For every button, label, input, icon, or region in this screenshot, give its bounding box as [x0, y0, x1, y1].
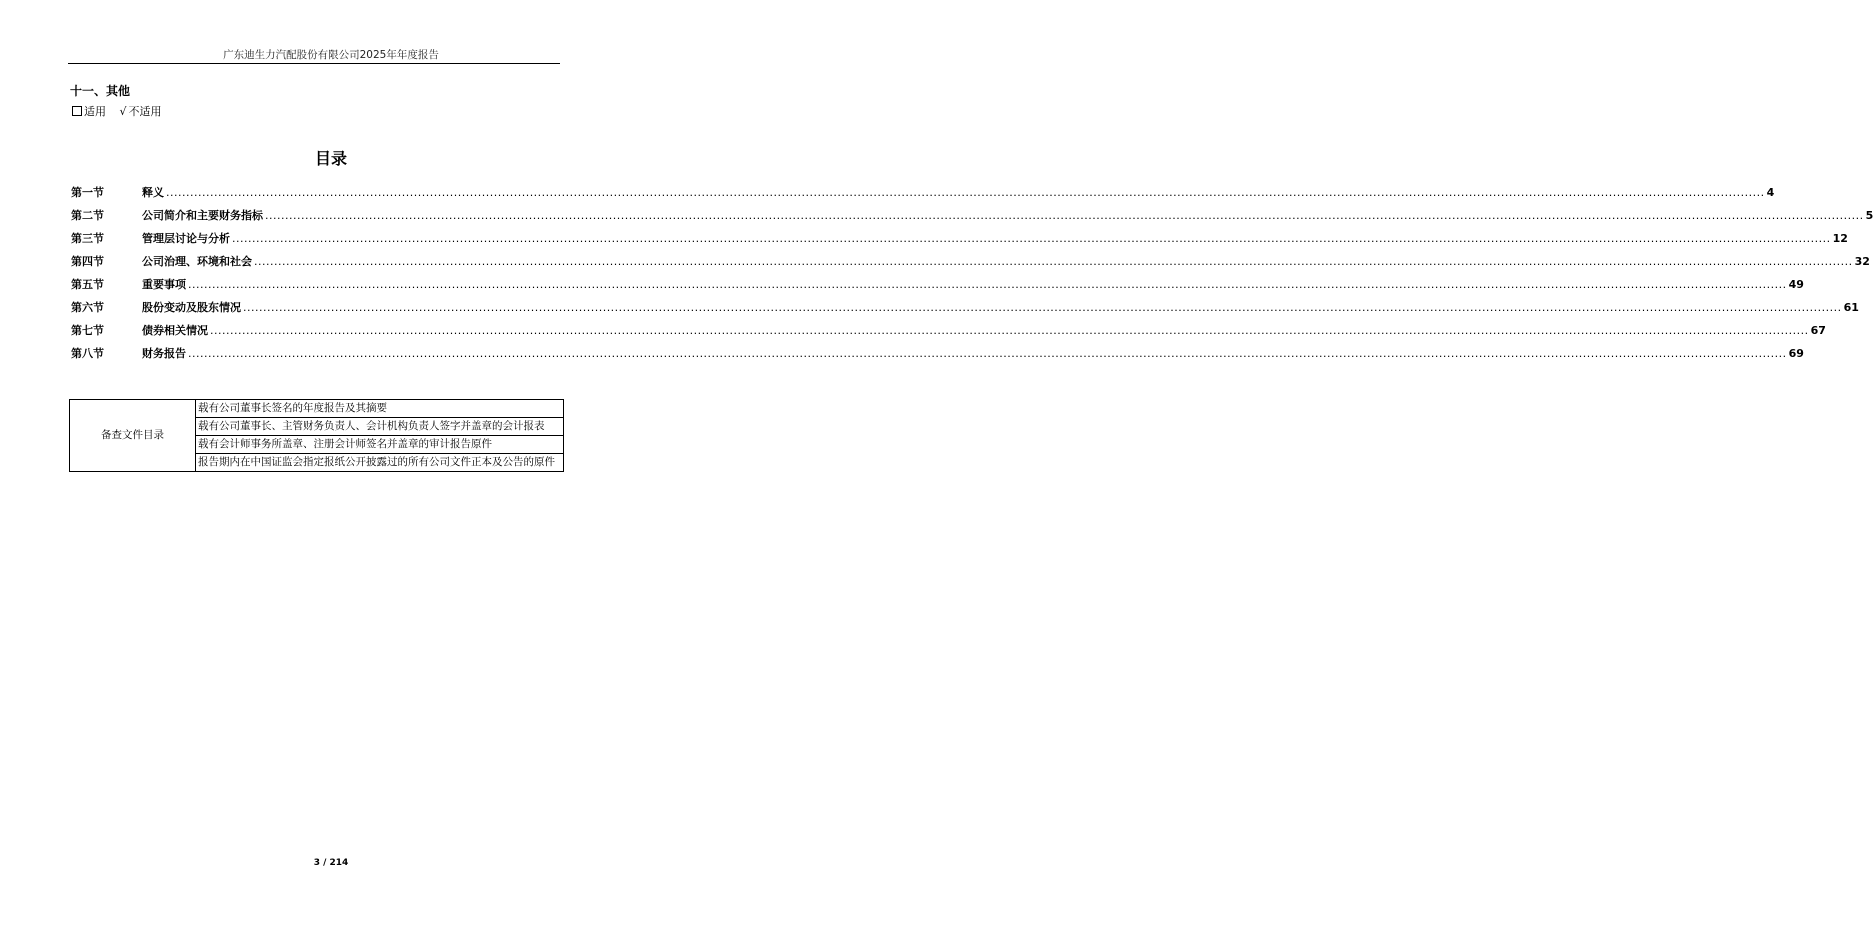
toc-entry-page: 67 [1810, 324, 1826, 337]
toc-leader-dots: ................................................................................................................................................................................................................................................................................................................................................................................................................ [243, 301, 1842, 314]
toc-entry-number: 第五节 [71, 278, 104, 291]
toc-entry[interactable] [71, 230, 1848, 253]
toc-entry-page: 61 [1843, 301, 1859, 314]
toc-entry-number: 第七节 [71, 324, 104, 337]
toc-entry-name: 管理层讨论与分析 [142, 232, 230, 245]
not-applicable-option [120, 103, 162, 119]
toc-entry-name: 重要事项 [142, 278, 186, 291]
toc-entry-name: 公司简介和主要财务指标 [142, 209, 263, 222]
toc-entry-page: 12 [1832, 232, 1848, 245]
table-of-contents [71, 184, 1873, 368]
toc-entry-page: 32 [1854, 255, 1870, 268]
empty-checkbox-icon [72, 106, 82, 116]
toc-entry-page: 69 [1788, 347, 1804, 360]
not-applicable-label: 不适用 [128, 105, 162, 118]
toc-entry-number: 第四节 [71, 255, 104, 268]
toc-leader-dots: ................................................................................................................................................................................................................................................................................................................................................................................................................ [254, 255, 1853, 268]
reference-document-item: 载有公司董事长、主管财务负责人、会计机构负责人签字并盖章的会计报表 [196, 418, 564, 436]
toc-leader-dots: ................................................................................................................................................................................................................................................................................................................................................................................................................ [188, 347, 1787, 360]
toc-entry-number: 第一节 [71, 186, 104, 199]
toc-entry-page: 4 [1766, 186, 1775, 199]
reference-documents-table [69, 399, 564, 472]
applicable-option [72, 103, 106, 119]
toc-entry-name: 债券相关情况 [142, 324, 208, 337]
toc-entry-number: 第六节 [71, 301, 104, 314]
section-heading: 十一、其他 [70, 84, 131, 98]
checkmark-icon: √ [119, 105, 127, 118]
toc-title: 目录 [314, 149, 347, 168]
toc-leader-dots: ................................................................................................................................................................................................................................................................................................................................................................................................................ [265, 209, 1864, 222]
toc-entry-page: 5 [1865, 209, 1873, 222]
page-header-title: 广东迪生力汽配股份有限公司2025年年度报告 [223, 49, 439, 61]
toc-entry[interactable] [71, 207, 1873, 230]
toc-entry[interactable] [71, 299, 1859, 322]
toc-entry-name: 释义 [142, 186, 164, 199]
toc-entry[interactable] [71, 345, 1804, 368]
toc-leader-dots: ................................................................................................................................................................................................................................................................................................................................................................................................................ [232, 232, 1831, 245]
toc-entry-name: 股份变动及股东情况 [142, 301, 241, 314]
toc-entry-name: 财务报告 [142, 347, 186, 360]
toc-entry-number: 第三节 [71, 232, 104, 245]
applicability-options [72, 103, 172, 119]
applicable-label: 适用 [84, 105, 106, 118]
toc-entry[interactable] [71, 184, 1775, 207]
header-divider [68, 63, 560, 64]
toc-leader-dots: ................................................................................................................................................................................................................................................................................................................................................................................................................ [188, 278, 1787, 291]
toc-entry-number: 第八节 [71, 347, 104, 360]
toc-entry-number: 第二节 [71, 209, 104, 222]
toc-entry-page: 49 [1788, 278, 1804, 291]
toc-entry[interactable] [71, 322, 1826, 345]
toc-entry[interactable] [71, 276, 1804, 299]
toc-entry-name: 公司治理、环境和社会 [142, 255, 252, 268]
toc-leader-dots: ................................................................................................................................................................................................................................................................................................................................................................................................................ [166, 186, 1765, 199]
reference-documents-label: 备查文件目录 [70, 400, 196, 472]
reference-document-item: 载有公司董事长签名的年度报告及其摘要 [196, 400, 564, 418]
toc-leader-dots: ................................................................................................................................................................................................................................................................................................................................................................................................................ [210, 324, 1809, 337]
toc-entry[interactable] [71, 253, 1870, 276]
reference-document-item: 载有会计师事务所盖章、注册会计师签名并盖章的审计报告原件 [196, 436, 564, 454]
reference-document-item: 报告期内在中国证监会指定报纸公开披露过的所有公司文件正本及公告的原件 [196, 454, 564, 472]
page-number: 3 / 214 [313, 858, 349, 868]
